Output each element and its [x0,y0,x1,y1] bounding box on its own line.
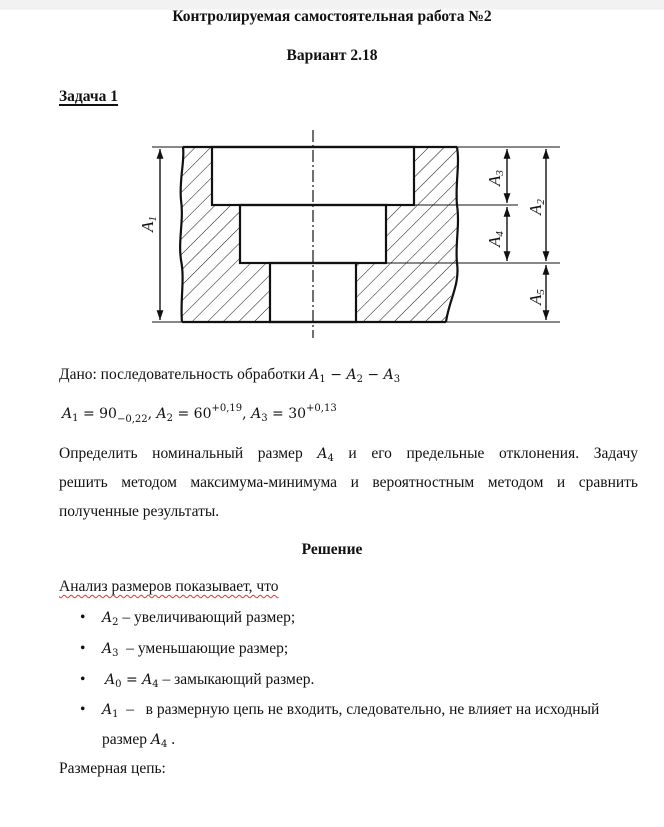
dim-label-a1: A1 [138,216,159,232]
seq-a1: $A_1$ [309,367,326,385]
analysis-intro: Анализ размеров показывает, что [59,578,279,595]
list-item: • $A_3$ – уменьшающие размер; [80,640,289,659]
value-a3: $A_3 = 30^{+0,13}$ [251,403,337,424]
value-a2: $A_2 = 60^{+0,19}$, [156,403,252,424]
dim-label-a2: A2 [526,199,547,215]
task-line-1: Определить номинальный размер $A_4$ и его предельные отклонения. Задачу [59,445,639,464]
seq-a3: $A_3$ [383,367,401,385]
list-item: • $A_2$ – увеличивающий размер; [80,609,296,628]
given-prefix: Дано: последовательность обработки [59,366,306,383]
right-section-hatch [356,147,458,322]
document-title: Контролируемая самостоятельная работа №2 [172,8,492,25]
list-item: • $A_0 = A_4$ – замыкающий размер. [80,671,315,690]
dim-label-a3: A3 [485,170,506,186]
task-line-3: полученные результаты. [59,503,220,520]
left-section-hatch [180,147,270,322]
task-line-2: решить методом максимума-минимума и вероятностным методом и сравнить [59,474,638,491]
list-item: • $A_1$ – в размерную цепь не входить, следовательно, не влияет на исходный [80,701,600,720]
dim-label-a4: A4 [485,231,506,247]
given-values [62,403,337,425]
dimension-chain-label: Размерная цепь: [59,760,166,777]
variant-heading: Вариант 2.18 [286,47,378,64]
list-item-continuation: размер $A_4$ . [102,731,176,750]
given-line: Дано: последовательность обработки $A_1 - A_2 - A_3$ [59,366,401,385]
seq-a2: $A_2$ [346,367,363,385]
value-a1: $A_1 = 90_{-0,22}$, [62,406,157,425]
solution-heading: Решение [301,541,363,558]
task-heading: Задача 1 [59,88,119,105]
dim-label-a5: A5 [526,289,547,305]
